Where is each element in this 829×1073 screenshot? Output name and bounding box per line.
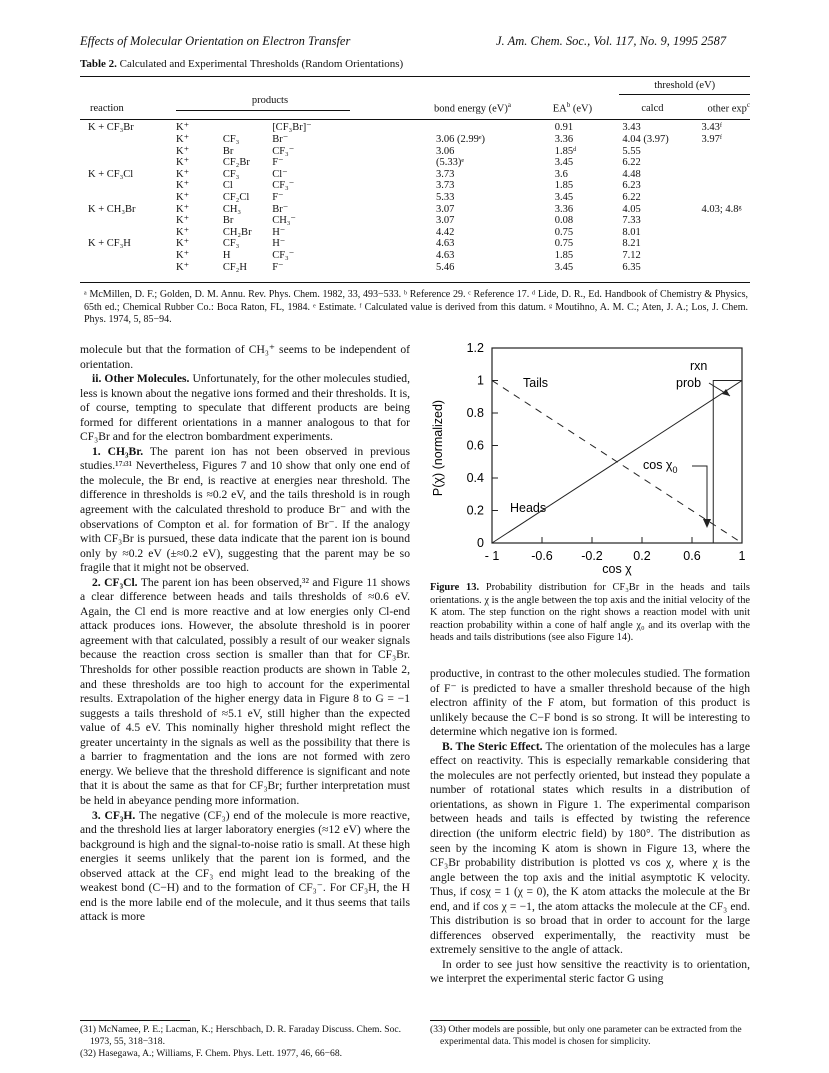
table-cell-calcd: 6.22: [622, 191, 641, 203]
running-header-title: Effects of Molecular Orientation on Electron Transfer: [80, 34, 351, 48]
table-cell-p1: K⁺: [175, 191, 190, 203]
footnote-33: (33) Other models are possible, but only one parameter can be extracted from the experimental data. This model is chosen for simplicity.: [430, 1024, 742, 1047]
right-column: [430, 667, 750, 987]
y-tick-label: 1.2: [466, 341, 484, 355]
table-cell-p3: CH₃⁻: [272, 215, 296, 227]
table-cell-ea: 1.85ᵈ: [554, 145, 577, 157]
products-header: [176, 94, 364, 119]
table-cell-calcd: 7.12: [622, 249, 641, 261]
table-cell-p1: K⁺: [175, 203, 190, 215]
table-footnotes: ᵃ McMillen, D. F.; Golden, D. M. Annu. Rev. Phys. Chem. 1982, 33, 493−533. ᵇ Reference 29. ᶜ Reference 17. ᵈ Lide, D. R., Ed. Handbook of Chemistry & Physics, 65th ed.; Chemical Rubber Co.: Boca Raton, FL, 1984. ᵉ Estimate. ᶠ Calculated value is derived from this datum. ᵍ Moutihno, A. M. C.; Aten, J. A.; Los, J. Chem. Phys. 1974, 5, 85−94.: [84, 289, 748, 325]
paragraph: 3. CF₃H. The negative (CF₃) end of the molecule is more reactive, and the threshold lies at larger laboratory energies (≈12 eV) where the background is high and the signal-to-noise ratio is small. At these high energies it seems unlikely that the parent ion is formed, and the observed attack at the CF₃ end might lead to the breaking of the weakest bond (C−H) and to the formation of CF₃⁻. For CF₃H, the H end is the more labile end of the molecule, and it thus seems that tails attack is more: [80, 808, 410, 924]
paragraph: 1. CH₃Br. The parent ion has not been observed in previous studies.¹⁷ʴ³¹ Nevertheless, Figures 7 and 10 show that only one end of the molecule, the Br end, is reactive at energies near threshold. The difference in thresholds is ≈0.2 eV, and the tails threshold is in rough agreement with the calculated threshold to produce Br⁻ and with the observations of Compton et al. for formation of Br⁻. If the analogy with CF₃Br is pursued, these data indicate that the parent ion is bound only by ≈0.2 eV (±≈0.2 eV), suggesting that the parent may be so fragile that it might not be observed.: [80, 444, 410, 575]
y-tick-label: 0.4: [466, 471, 484, 485]
table-cell-p2: CH₂Br: [222, 226, 252, 238]
table-cell-other: [702, 146, 750, 158]
table-cell-bond: 3.73: [435, 180, 455, 192]
paragraph: 2. CF₃Cl. The parent ion has been observed,³² and Figure 11 shows a clear difference between heads and tails thresholds of ≈0.6 eV. Again, the Cl end is more reactive and at low energies only Cl-end attack produces ions. However, the absolute threshold is in poorer agreement with that calculated, possibly a result of our weaker signals because the reaction cross section is smaller than that for CF₃Br. Thresholds for other possible reaction products are shown in Table 2, and these thresholds are too high to account for the experimental results. Extrapolation of the higher energy data in Figure 8 to G = −1 suggests a tails threshold of ≈5.1 eV, still higher than the expected value of 4.5 eV. This nominally higher threshold might reflect the greater uncertainty in the signals as well as the possibility that there is a barrier to fragmentation and the ions are not formed with zero energy. We believe that the threshold difference is significant and note that it is about the same as that for CF₃Br; further interpretation must be held in abeyance pending more information.: [80, 575, 410, 807]
table-cell-p3: F⁻: [272, 191, 284, 203]
table-cell-ea: 0.08: [554, 215, 574, 227]
table-cell-other: [702, 262, 750, 274]
table-cell-p2: CF₃: [222, 168, 240, 180]
table-cell-bond: 3.73: [435, 168, 455, 180]
table-cell-bond: 4.63: [435, 238, 455, 250]
table-row: [80, 169, 750, 181]
paragraph: In order to see just how sensitive the reactivity is to orientation, we interpret the experimental steric factor G using: [430, 957, 750, 986]
table-cell-reaction: [80, 134, 176, 146]
heads-label: Heads: [510, 501, 547, 515]
table-cell-ea: 3.45: [554, 191, 574, 203]
series-lines: [492, 381, 742, 544]
cos-chi0-arrow: [692, 466, 707, 521]
table-cell-ea: 3.36: [554, 134, 574, 145]
table-cell-p2: Br: [222, 215, 234, 227]
table-cell-other: [702, 180, 750, 192]
table-cell-p3: H⁻: [272, 238, 286, 250]
rxn-prob-arrowhead: [722, 389, 730, 396]
table-cell-bond: 3.06: [435, 145, 455, 157]
footnote-32: (32) Hasegawa, A.; Williams, F. Chem. Phys. Lett. 1977, 46, 66−68.: [80, 1048, 343, 1059]
table-title: Calculated and Experimental Thresholds (Random Orientations): [119, 58, 404, 70]
table-cell-calcd: 4.05: [622, 203, 641, 215]
table-cell-bond: 3.06 (2.99ᵉ): [435, 134, 486, 145]
table-cell-bond: [364, 119, 545, 134]
table-cell-p2: Cl: [222, 180, 233, 192]
table-row: [80, 119, 750, 134]
table-cell-bond: (5.33)ᵉ: [435, 157, 465, 169]
table-cell-reaction: K + CH₃Br: [88, 203, 136, 215]
table-cell-calcd: 8.01: [622, 226, 641, 238]
table-cell-p3: [CF₃Br]⁻: [272, 122, 312, 133]
figure-13: [430, 338, 750, 578]
running-header-journal: J. Am. Chem. Soc., Vol. 117, No. 9, 1995 2587: [496, 34, 727, 48]
table-row: [80, 238, 750, 250]
paragraph: ii. Other Molecules. Unfortunately, for the other molecules studied, less is known about the negative ions formed and their thresholds. It is, of course, tempting to speculate that different products are being formed for different orientations in a manner analogous to that for CF₃Br and for the electron bombardment experiments.: [80, 372, 410, 444]
table-cell-p3: F⁻: [272, 157, 284, 169]
left-footnotes: [80, 1024, 410, 1060]
thresholds-table: [80, 80, 750, 273]
table-cell-p1: K⁺: [175, 168, 190, 180]
table-row: [80, 134, 750, 146]
table-cell-p3: H⁻: [272, 226, 286, 238]
table-cell-other: [702, 250, 750, 262]
table-cell-p2: CF₃: [222, 134, 240, 145]
table-cell-bond: 3.07: [435, 203, 455, 215]
left-footnote-rule: [80, 1020, 190, 1021]
table-cell-reaction: K + CF₃Br: [88, 122, 134, 133]
x-axis-label: cos χ: [602, 562, 632, 576]
table-cell-ea: 0.75: [554, 238, 574, 250]
x-axis-ticks: [485, 537, 746, 563]
x-tick-label: - 1: [484, 549, 500, 563]
x-tick-label: 0.6: [683, 549, 701, 563]
table-cell-p1: K⁺: [175, 261, 190, 273]
table-cell-ea: 0.75: [554, 226, 574, 238]
table-cell-reaction: [80, 180, 176, 192]
paragraph: B. The Steric Effect. The orientation of the molecules has a large effect on reactivity. This is especially remarkable considering that the molecules are not perfectly oriented, but instead they populate a number of rotational states which results in a distribution of orientations, as shown in Figure 1. The experimental comparison between heads and tails is effected by twisting the reference direction (the uniform electric field) by 180°. The distribution as seen by the incoming K atom is shown in Figure 13, where the CF₃Br probability distribution is plotted vs cos χ, where χ is the angle between the top axis and the initial asymptotic K velocity. Thus, if cosχ = 1 (χ = 0), the K atom attacks the molecule at the Br end, and if cos χ = −1, the atom attacks the molecule at the CF₃ end. This distribution is so broad that in order to account for the large differences observed experimentally, the reactivity must be extremely sensitive to the angle of attack.: [430, 739, 750, 957]
table-cell-other: [702, 157, 750, 169]
figure-13-caption: Figure 13. Probability distribution for CF₃Br in the heads and tails orientations. χ is the angle between the top axis and the initial velocity of the K atom. The step function on the right shows a reaction model with unit reaction probability within a cone of half angle χ₀ and its overlap with the heads and tails distributions (see also Figure 14).: [430, 582, 750, 644]
y-axis-ticks: [467, 341, 498, 550]
table-cell-other: 4.03; 4.8ᵍ: [701, 203, 742, 215]
table-cell-p1: K⁺: [175, 180, 190, 192]
table-cell-other: 3.97ᶠ: [701, 134, 723, 145]
table-cell-p1: K⁺: [175, 215, 190, 227]
table-cell-p3: Br⁻: [272, 134, 289, 145]
table-cell-p3: Br⁻: [272, 203, 289, 215]
table-cell-reaction: K + CF₃Cl: [88, 168, 134, 180]
table-cell-p3: CF₃⁻: [272, 180, 295, 192]
paragraph: productive, in contrast to the other molecules studied. The formation of F⁻ is predicted to have a smaller threshold because of the high electron affinity of the F atom, but formation of this product is unlikely because the C−F bond is so strong. It will be interesting to determine which negative ion is formed.: [430, 667, 750, 739]
table-cell-bond: 5.33: [435, 191, 455, 203]
table-cell-calcd: 4.48: [622, 168, 641, 180]
table-cell-calcd: 7.33: [622, 215, 641, 227]
table-cell-ea: 0.91: [554, 122, 574, 133]
table-top-rule: [80, 76, 750, 77]
table-cell-p2: H: [222, 249, 231, 261]
x-tick-label: -0.6: [531, 549, 553, 563]
table-cell-p3: Cl⁻: [272, 168, 288, 180]
table-bottom-rule: [80, 282, 750, 283]
prob-label: prob: [676, 376, 702, 390]
y-tick-label: 0.8: [466, 406, 484, 420]
table-row: [80, 227, 750, 239]
reaction-header: reaction: [90, 103, 124, 115]
table-cell-calcd: 3.43: [622, 122, 641, 133]
right-footnotes: [430, 1024, 750, 1048]
paragraph: molecule but that the formation of CH₃⁺ seems to be independent of orientation.: [80, 343, 410, 371]
table-cell-p3: CF₃⁻: [272, 249, 295, 261]
right-footnote-rule: [430, 1020, 540, 1021]
table-cell-ea: 1.85: [554, 180, 574, 192]
ea-header: $EA^b$ (eV): [552, 100, 593, 115]
left-column: [80, 343, 410, 925]
other-exp-header: other $\exp^c$: [707, 100, 750, 115]
table-cell-ea: 3.45: [554, 157, 574, 169]
table-cell-calcd: 8.21: [622, 238, 641, 250]
table-cell-other: [702, 215, 750, 227]
table-cell-reaction: [80, 262, 176, 274]
table-cell-reaction: [80, 157, 176, 169]
table-cell-bond: 4.63: [435, 249, 455, 261]
table-cell-p1: K⁺: [175, 249, 190, 261]
table-cell-calcd: 6.35: [622, 261, 641, 273]
table-cell-calcd: 4.04 (3.97): [622, 134, 669, 145]
products-underline: [176, 110, 350, 111]
y-axis-label: P(χ) (normalized): [431, 399, 445, 497]
table-row: [80, 215, 750, 227]
table-cell-p2: [223, 119, 272, 134]
y-tick-label: 0.6: [466, 438, 484, 453]
x-tick-label: 0.2: [633, 549, 651, 563]
table-cell-bond: 4.42: [435, 226, 455, 238]
table-row: [80, 146, 750, 158]
table-cell-ea: 3.36: [554, 203, 574, 215]
table-cell-reaction: [80, 215, 176, 227]
table-cell-other: [702, 227, 750, 239]
table-label: Table 2.: [80, 58, 117, 70]
table-body: [80, 119, 750, 273]
table-cell-p1: K⁺: [175, 134, 190, 145]
cos-chi0-arrowhead: [703, 519, 711, 528]
rxn-label: rxn: [690, 359, 708, 373]
table-cell-bond: 3.07: [435, 215, 455, 227]
table-cell-p2: CF₃: [222, 238, 240, 250]
table-cell-other: [702, 169, 750, 181]
table-cell-p1: K⁺: [175, 145, 190, 157]
footnote-31: (31) McNamee, P. E.; Lacman, K.; Herschbach, D. R. Faraday Discuss. Chem. Soc. 1973, 55, 318−318.: [80, 1024, 402, 1047]
threshold-header: threshold (eV): [619, 80, 750, 94]
tails-label: Tails: [523, 376, 549, 390]
bond-energy-header: bond energy (eV)$^a$: [433, 100, 511, 115]
table-cell-p3: CF₃⁻: [272, 145, 295, 157]
table-cell-p1: K⁺: [175, 122, 190, 133]
table-row: [80, 262, 750, 274]
table-cell-reaction: [80, 250, 176, 262]
table-cell-p2: Br: [222, 145, 234, 157]
table-cell-p1: K⁺: [175, 238, 190, 250]
table-cell-p1: K⁺: [175, 157, 190, 169]
table-cell-calcd: 5.55: [622, 145, 641, 157]
calcd-header: calcd: [641, 103, 664, 115]
y-tick-label: 0: [477, 536, 484, 550]
table-cell-other: [702, 238, 750, 250]
x-tick-label: 1: [738, 549, 746, 563]
table-cell-bond: 5.46: [435, 261, 455, 273]
table-row: [80, 180, 750, 192]
table-cell-ea: 3.6: [554, 168, 568, 180]
cos-chi0-label: $\cos \chi_0$: [643, 458, 678, 475]
table-cell-reaction: [80, 227, 176, 239]
table-cell-calcd: 6.22: [622, 157, 641, 169]
y-tick-label: 1: [477, 373, 484, 388]
table-cell-ea: 1.85: [554, 249, 574, 261]
y-tick-label: 0.2: [466, 503, 484, 518]
table-row: [80, 204, 750, 216]
table-row: [80, 192, 750, 204]
table-cell-reaction: [80, 146, 176, 158]
table-cell-p2: CF₂Cl: [222, 191, 250, 203]
table-cell-p2: CF₂H: [222, 261, 247, 273]
table-row: [80, 157, 750, 169]
table-cell-reaction: K + CF₃H: [88, 238, 131, 250]
table-cell-ea: 3.45: [554, 261, 574, 273]
table-row: [80, 250, 750, 262]
products-header-label: products: [251, 95, 289, 106]
table-cell-other: 3.43ᶠ: [701, 122, 723, 133]
table-cell-calcd: 6.23: [622, 180, 641, 192]
table-cell-p2: CH₃: [222, 203, 242, 215]
table-cell-p2: CF₂Br: [222, 157, 250, 169]
table-caption: [80, 58, 403, 70]
figure-13-chart: [430, 338, 750, 578]
table-cell-reaction: [80, 192, 176, 204]
table-cell-other: [702, 192, 750, 204]
table-cell-p1: K⁺: [175, 226, 190, 238]
table-cell-p3: F⁻: [272, 261, 284, 273]
x-tick-label: -0.2: [581, 549, 603, 563]
